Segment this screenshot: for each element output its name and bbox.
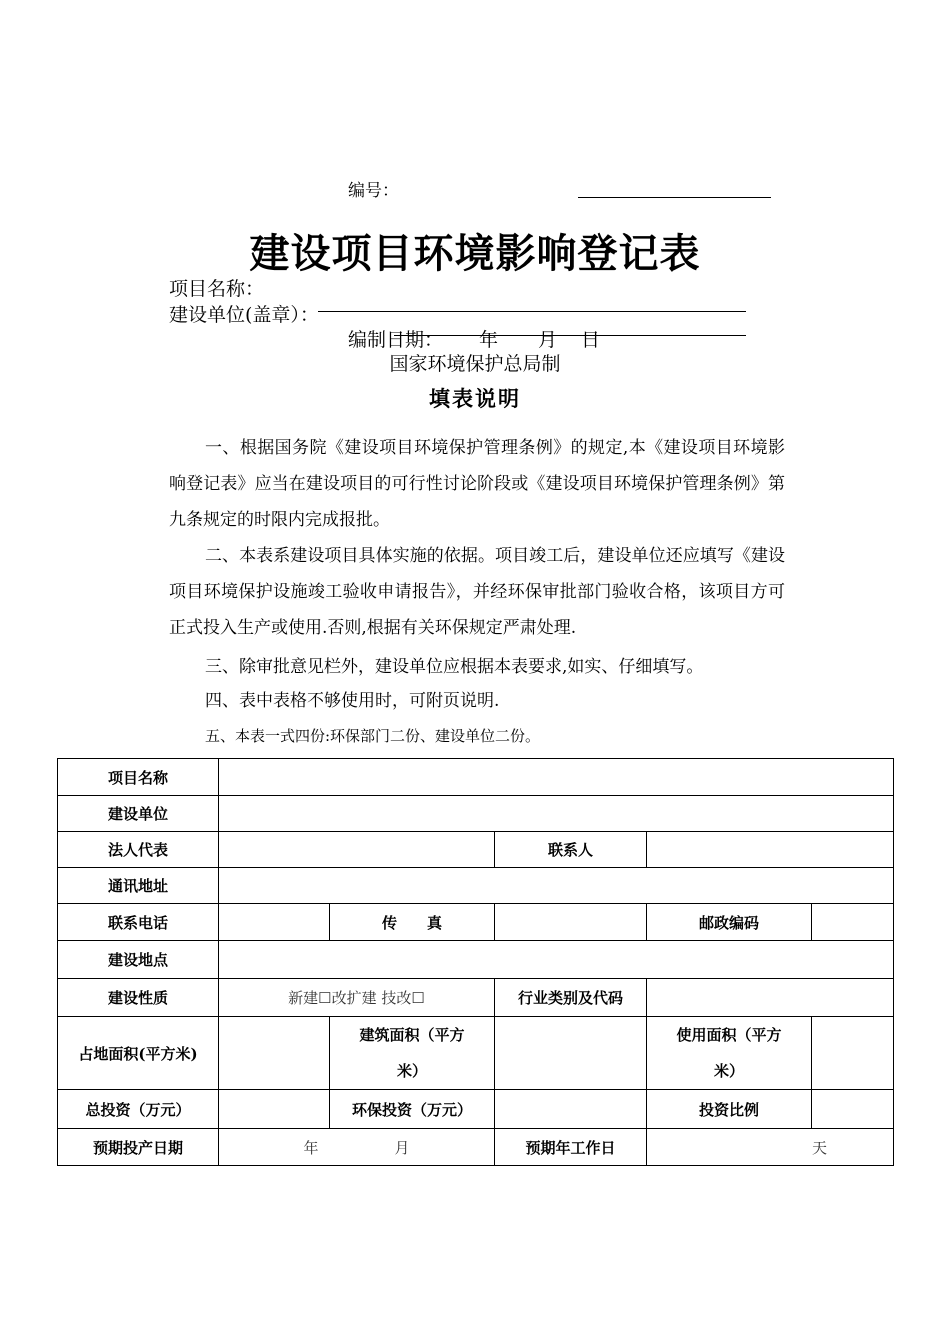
- page-title: 建设项目环境影响登记表: [249, 230, 701, 277]
- project-name-cell-label: 项目名称: [58, 759, 219, 796]
- env-investment-label: 环保投资（万元）: [330, 1090, 495, 1129]
- table-row: [58, 868, 894, 904]
- location-value[interactable]: [219, 941, 894, 979]
- construction-unit-field-line[interactable]: [318, 311, 746, 312]
- compile-date-year: 年: [479, 329, 499, 351]
- expected-date-label: 预期投产日期: [58, 1129, 219, 1166]
- instructions-title: 填表说明: [429, 386, 521, 411]
- legal-rep-value[interactable]: [219, 832, 495, 868]
- compile-date-label: 编制日期：: [348, 329, 444, 351]
- building-area-value[interactable]: [495, 1017, 647, 1090]
- compile-date-day: 日: [581, 329, 601, 351]
- legal-rep-label: 法人代表: [58, 832, 219, 868]
- instruction-paragraph-1: 一、根据国务院《建设项目环境保护管理条例》的规定,本《建设项目环境影响登记表》应当在建设项目的可行性讨论阶段或《建设项目环境保护管理条例》第九条规定的时限内完成报批。: [169, 438, 785, 530]
- postal-code-value[interactable]: [812, 904, 894, 941]
- table-row: [58, 796, 894, 832]
- contact-person-label: 联系人: [495, 832, 647, 868]
- table-row: [58, 1017, 894, 1090]
- postal-code-label: 邮政编码: [647, 904, 812, 941]
- industry-value[interactable]: [647, 979, 894, 1017]
- compile-date-row: [348, 325, 600, 352]
- registration-form-table: [57, 758, 894, 1166]
- nature-label: 建设性质: [58, 979, 219, 1017]
- total-investment-label: 总投资（万元）: [58, 1090, 219, 1129]
- expected-month-unit: 月: [394, 1138, 410, 1157]
- compile-date-month: 月: [538, 329, 558, 351]
- nature-options[interactable]: 新建☐改扩建 技改☐: [219, 979, 495, 1017]
- total-investment-value[interactable]: [219, 1090, 330, 1129]
- phone-value[interactable]: [219, 904, 330, 941]
- usable-area-label-line1: 使用面积（平方: [676, 1026, 782, 1044]
- table-row: [58, 979, 894, 1017]
- table-row: [58, 1090, 894, 1129]
- table-row: [58, 832, 894, 868]
- project-name-label: 项目名称：: [169, 278, 265, 300]
- serial-number-label: 编号：: [348, 181, 399, 201]
- instruction-paragraph-4: 四、表中表格不够使用时，可附页说明.: [205, 691, 500, 711]
- land-area-label: 占地面积(平方米): [58, 1017, 219, 1090]
- work-days-label: 预期年工作日: [495, 1129, 647, 1166]
- investment-ratio-value[interactable]: [812, 1090, 894, 1129]
- construction-unit-cell-label: 建设单位: [58, 796, 219, 832]
- fax-label: 传 真: [330, 904, 495, 941]
- building-area-label: [330, 1017, 495, 1090]
- table-row: [58, 759, 894, 796]
- usable-area-label-line2: 米）: [713, 1062, 744, 1080]
- location-label: 建设地点: [58, 941, 219, 979]
- phone-label: 联系电话: [58, 904, 219, 941]
- expected-date-value[interactable]: [219, 1129, 495, 1166]
- land-area-value[interactable]: [219, 1017, 330, 1090]
- serial-number-field[interactable]: [578, 197, 771, 198]
- table-row: [58, 941, 894, 979]
- construction-unit-value[interactable]: [219, 796, 894, 832]
- issuing-bureau: 国家环境保护总局制: [389, 353, 561, 375]
- work-days-value[interactable]: [647, 1129, 894, 1166]
- instruction-paragraph-5: 五、本表一式四份:环保部门二份、建设单位二份。: [205, 727, 541, 745]
- work-days-unit: 天: [812, 1138, 828, 1157]
- expected-year-unit: 年: [303, 1138, 319, 1157]
- table-row: [58, 904, 894, 941]
- address-label: 通讯地址: [58, 868, 219, 904]
- instruction-paragraph-2: 二、本表系建设项目具体实施的依据。项目竣工后，建设单位还应填写《建设项目环境保护设施竣工验收申请报告》，并经环保审批部门验收合格，该项目方可正式投入生产或使用.否则,根据有关环保规定严肃处理.: [169, 546, 785, 638]
- building-area-label-line2: 米）: [396, 1062, 427, 1080]
- usable-area-value[interactable]: [812, 1017, 894, 1090]
- industry-label: 行业类别及代码: [495, 979, 647, 1017]
- compile-date-field-line[interactable]: [394, 335, 746, 336]
- instruction-paragraph-3: 三、除审批意见栏外，建设单位应根据本表要求,如实、仔细填写。: [205, 657, 704, 677]
- project-name-value[interactable]: [219, 759, 894, 796]
- table-row: [58, 1129, 894, 1166]
- usable-area-label: [647, 1017, 812, 1090]
- construction-unit-label: 建设单位(盖章）：: [169, 304, 319, 326]
- building-area-label-line1: 建筑面积（平方: [359, 1026, 465, 1044]
- fax-value[interactable]: [495, 904, 647, 941]
- address-value[interactable]: [219, 868, 894, 904]
- investment-ratio-label: 投资比例: [647, 1090, 812, 1129]
- contact-person-value[interactable]: [647, 832, 894, 868]
- env-investment-value[interactable]: [495, 1090, 647, 1129]
